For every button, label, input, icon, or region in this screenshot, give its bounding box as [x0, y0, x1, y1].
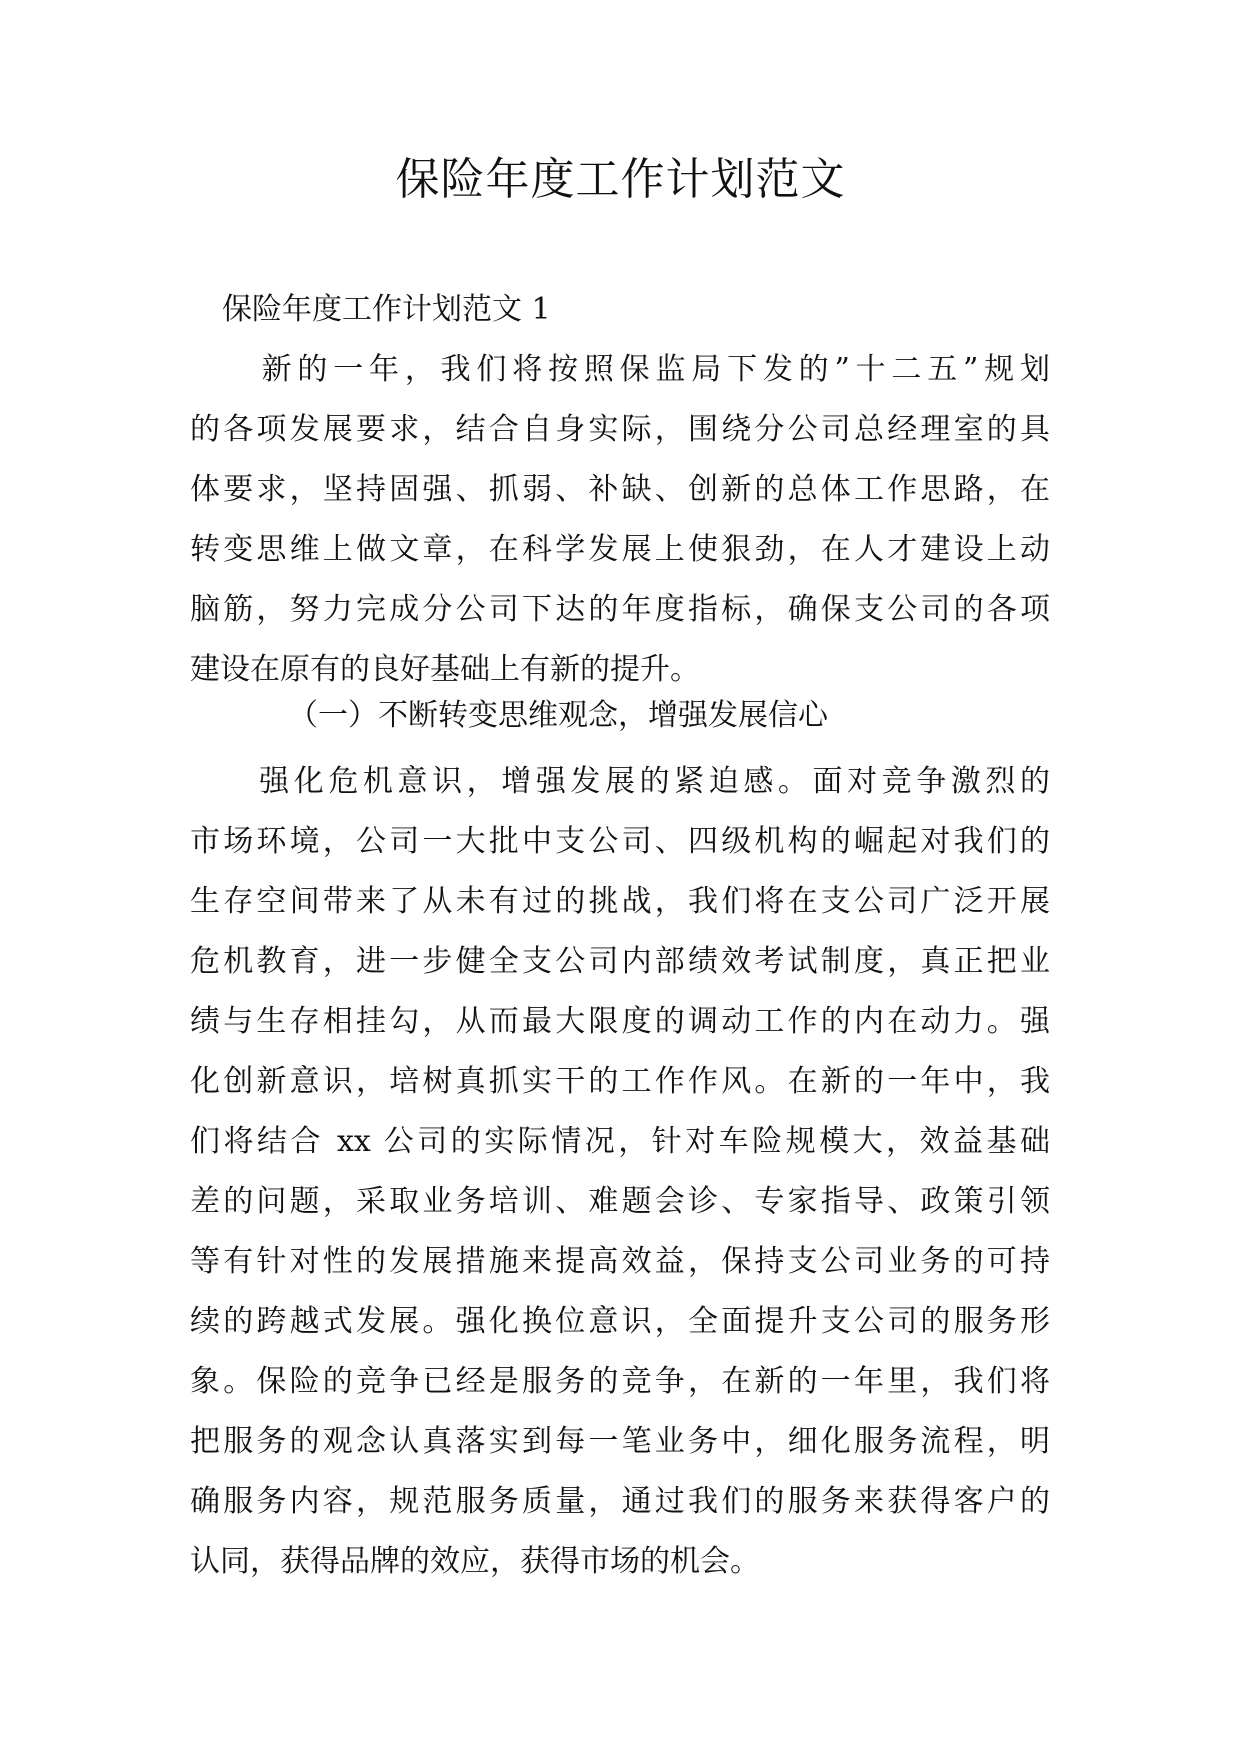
paragraph-line: 象。保险的竞争已经是服务的竞争，在新的一年里，我们将 [190, 1364, 1050, 1399]
paragraph-line: 把服务的观念认真落实到每一笔业务中，细化服务流程，明 [190, 1424, 1050, 1459]
paragraph-line: 建设在原有的良好基础上有新的提升。 [190, 652, 700, 687]
paragraph-line: 转变思维上做文章，在科学发展上使狠劲，在人才建设上动 [190, 532, 1050, 567]
paragraph-line: 认同，获得品牌的效应，获得市场的机会。 [190, 1544, 760, 1579]
section-heading-text: （一）不断转变思维观念，增强发展信心 [288, 698, 828, 733]
paragraph-line: 续的跨越式发展。强化换位意识，全面提升支公司的服务形 [190, 1304, 1050, 1339]
paragraph-line: 危机教育，进一步健全支公司内部绩效考试制度，真正把业 [190, 944, 1050, 979]
paragraph-line: 化创新意识，培树真抓实干的工作作风。在新的一年中，我 [190, 1064, 1050, 1099]
paragraph-line: 生存空间带来了从未有过的挑战，我们将在支公司广泛开展 [190, 884, 1050, 919]
paragraph-line: 绩与生存相挂勾，从而最大限度的调动工作的内在动力。强 [190, 1004, 1050, 1039]
paragraph-line: 差的问题，采取业务培训、难题会诊、专家指导、政策引领 [190, 1184, 1050, 1219]
paragraph-line: 强化危机意识，增强发展的紧迫感。面对竞争激烈的 [190, 764, 1050, 799]
paragraph-line: 脑筋，努力完成分公司下达的年度指标，确保支公司的各项 [190, 592, 1050, 627]
document-title: 保险年度工作计划范文 [395, 154, 846, 205]
paragraph-line: 新的一年，我们将按照保监局下发的”十二五”规划 [190, 352, 1050, 387]
paragraph-line: 确服务内容，规范服务质量，通过我们的服务来获得客户的 [190, 1484, 1050, 1519]
paragraph-line: 的各项发展要求，结合自身实际，围绕分公司总经理室的具 [190, 412, 1050, 447]
paragraph-1 [190, 340, 1050, 700]
paragraph-line: 等有针对性的发展措施来提高效益，保持支公司业务的可持 [190, 1244, 1050, 1279]
paragraph-line: 市场环境，公司一大批中支公司、四级机构的崛起对我们的 [190, 824, 1050, 859]
paragraph-line: 们将结合 xx 公司的实际情况，针对车险规模大，效益基础 [190, 1124, 1050, 1159]
paragraph-2 [190, 752, 1050, 1592]
paragraph-line: 体要求，坚持固强、抓弱、补缺、创新的总体工作思路，在 [190, 472, 1050, 507]
section-heading [190, 686, 1050, 746]
document-subtitle: 保险年度工作计划范文 1 [222, 292, 551, 327]
